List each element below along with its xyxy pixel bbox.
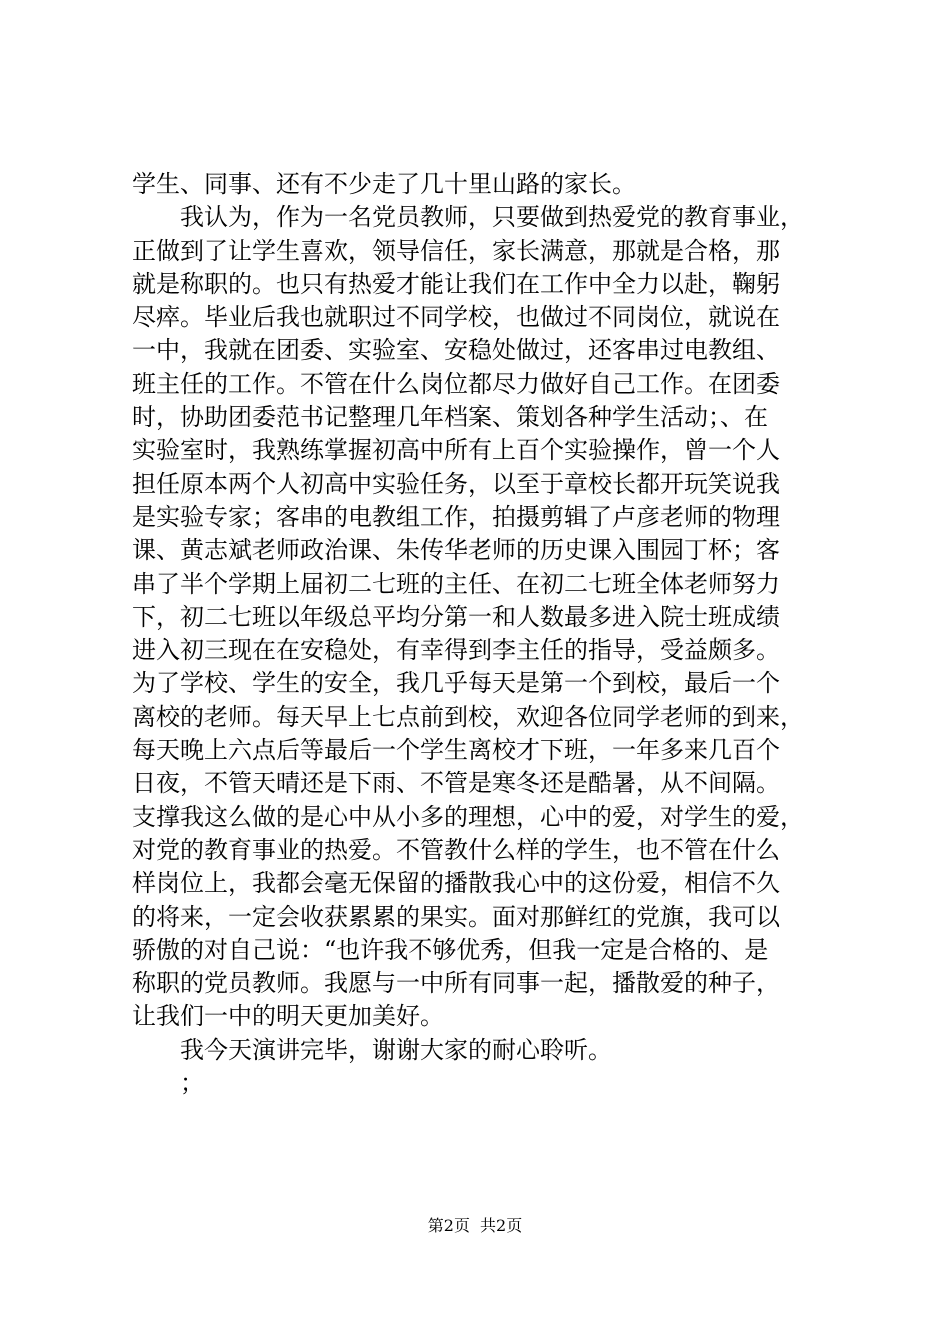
text-line: 时，协助团委范书记整理几年档案、策划各种学生活动；、在: [132, 403, 768, 432]
text-line: 称职的党员教师。我愿与一中所有同事一起，播散爱的种子，: [132, 969, 780, 998]
page-unit: 页: [453, 1216, 470, 1235]
text-line: 实验室时，我熟练掌握初高中所有上百个实验操作，曾一个人: [132, 436, 780, 465]
total-unit: 页: [506, 1216, 523, 1235]
page-footer: [0, 1216, 950, 1236]
text-line: 正做到了让学生喜欢，领导信任，家长满意，那就是合格，那: [132, 236, 780, 265]
text-line: 串了半个学期上届初二七班的主任、在初二七班全体老师努力: [132, 569, 780, 598]
text-line: ；: [180, 1069, 204, 1098]
text-line: 日夜，不管天晴还是下雨、不管是寒冬还是酷暑，从不间隔。: [132, 769, 780, 798]
text-line: 学生、同事、还有不少走了几十里山路的家长。: [132, 170, 636, 198]
text-line: 就是称职的。也只有热爱才能让我们在工作中全力以赴，鞠躬: [132, 269, 780, 298]
text-line: 担任原本两个人初高中实验任务，以至于章校长都开玩笑说我: [132, 469, 780, 498]
text-line: 我今天演讲完毕，谢谢大家的耐心聆听。: [180, 1035, 612, 1064]
text-line: 样岗位上，我都会毫无保留的播散我心中的这份爱，相信不久: [132, 869, 780, 898]
text-line: 下，初二七班以年级总平均分第一和人数最多进入院士班成绩: [132, 602, 780, 631]
text-line: 骄傲的对自己说：“也许我不够优秀，但我一定是合格的、是: [132, 935, 769, 964]
page-number: 2: [443, 1216, 454, 1235]
text-line: 我认为，作为一名党员教师，只要做到热爱党的教育事业，: [180, 203, 804, 232]
text-line: 为了学校、学生的安全，我几乎每天是第一个到校，最后一个: [132, 669, 780, 698]
document-body: [132, 168, 832, 1100]
text-line: 尽瘁。毕业后我也就职过不同学校，也做过不同岗位，就说在: [132, 303, 780, 332]
total-pages: 2: [496, 1216, 507, 1235]
text-line: 支撑我这么做的是心中从小多的理想，心中的爱，对学生的爱，: [132, 802, 804, 831]
text-line: 对党的教育事业的热爱。不管教什么样的学生，也不管在什么: [132, 835, 780, 864]
text-line: 是实验专家；客串的电教组工作，拍摄剪辑了卢彦老师的物理: [132, 502, 780, 531]
text-line: 的将来，一定会收获累累的果实。面对那鲜红的党旗，我可以: [132, 902, 780, 931]
page-label: 第: [427, 1216, 444, 1235]
text-line: 进入初三现在在安稳处，有幸得到李主任的指导，受益颇多。: [132, 636, 780, 665]
text-line: 一中，我就在团委、实验室、安稳处做过，还客串过电教组、: [132, 336, 780, 365]
text-line: 课、黄志斌老师政治课、朱传华老师的历史课入围园丁杯；客: [132, 536, 780, 565]
text-line: 让我们一中的明天更加美好。: [132, 1002, 444, 1031]
total-label: 共: [480, 1216, 497, 1235]
text-line: 离校的老师。每天早上七点前到校，欢迎各位同学老师的到来，: [132, 702, 804, 731]
text-line: 每天晚上六点后等最后一个学生离校才下班，一年多来几百个: [132, 736, 780, 765]
text-line: 班主任的工作。不管在什么岗位都尽力做好自己工作。在团委: [132, 369, 780, 398]
